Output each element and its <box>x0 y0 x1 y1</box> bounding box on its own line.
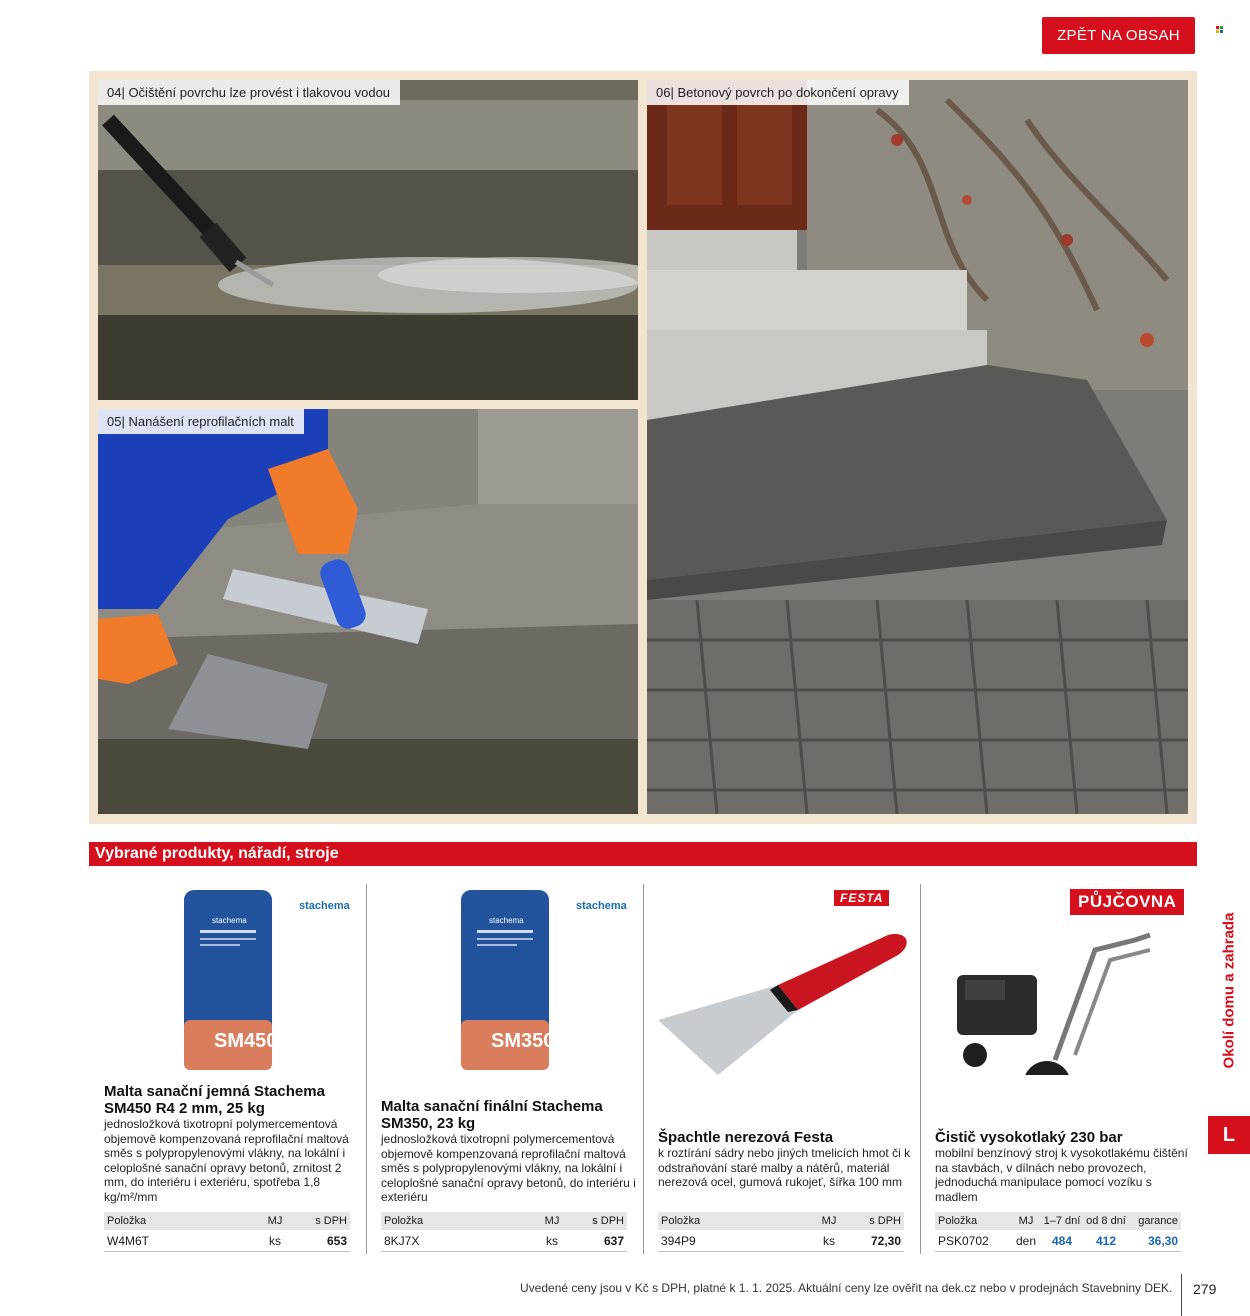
column-divider <box>920 884 921 1254</box>
product-description: mobilní benzínový stroj k vysokotlakému čištění na stavbách, v dílnách nebo provozech, jednoduchá manipulace pomocí vozíku s madlem <box>935 1146 1188 1204</box>
photo-06-caption: 06| Betonový povrch po dokončení opravy <box>647 80 909 105</box>
page-divider <box>1181 1274 1182 1316</box>
bag-label-text: SM450 <box>214 1030 278 1052</box>
product-card-sm350 <box>381 880 643 1260</box>
photo-05-applying-mortar <box>98 409 638 814</box>
product-description: jednosložková tixotropní polymercementová objemově kompenzovaná reprofilační maltová směs s polypropylenovými vlákny, na lokální i celoplošné sanační opravy betonů, zrnitost 2 mm, do interiéru i exteriéru, spotřeba 1,8 kg/m²/mm <box>104 1117 349 1204</box>
logo-dots-icon <box>1216 26 1226 34</box>
product-title: Čistič vysokotlaký 230 bar <box>935 1129 1123 1146</box>
table-row: 394P9 ks 72,30 <box>658 1230 904 1252</box>
product-title: Malta sanační finální Stachema SM350, 23 kg <box>381 1098 603 1132</box>
section-title: Vybrané produkty, nářadí, stroje <box>89 842 1197 866</box>
column-divider <box>643 884 644 1254</box>
product-card-sm450 <box>104 880 366 1260</box>
price-table: Položka MJ s DPH W4M6T ks 653 <box>104 1212 350 1252</box>
photo-04-cleaning <box>98 80 638 400</box>
back-to-contents-button[interactable]: ZPĚT NA OBSAH <box>1042 17 1195 54</box>
bag-brand-text: stachema <box>212 916 247 925</box>
product-title: Špachtle nerezová Festa <box>658 1129 834 1146</box>
photo-06-finished-surface <box>647 80 1188 814</box>
stachema-logo: stachema <box>299 900 350 912</box>
product-card-pressure-washer <box>935 880 1197 1260</box>
product-image-spatula <box>658 880 920 1075</box>
stachema-logo: stachema <box>576 900 627 912</box>
price-table: Položka MJ s DPH 394P9 ks 72,30 <box>658 1212 904 1252</box>
photo-panel <box>89 71 1197 824</box>
rental-badge: PŮJČOVNA <box>1070 889 1184 915</box>
page-number: 279 <box>1193 1281 1217 1297</box>
price-table: Položka MJ 1–7 dní od 8 dní garance PSK0702 den 484 412 36,30 <box>935 1212 1181 1252</box>
bag-label-text: SM350 <box>491 1030 555 1052</box>
product-card-spatula <box>658 880 920 1260</box>
price-table: Položka MJ s DPH 8KJ7X ks 637 <box>381 1212 627 1252</box>
product-description: k roztírání sádry nebo jiných tmelicích hmot či k odstraňování staré malby a nátěrů, materiál nerezová ocel, gumová rukojeť, šířka 100 mm <box>658 1146 911 1190</box>
price-footnote: Uvedené ceny jsou v Kč s DPH, platné k 1. 1. 2025. Aktuální ceny lze ověřit na dek.cz nebo v prodejnách Stavebniny DEK. <box>520 1281 1173 1295</box>
festa-logo: FESTA <box>834 890 889 906</box>
table-row: PSK0702 den 484 412 36,30 <box>935 1230 1181 1252</box>
photo-04-caption: 04| Očištění povrchu lze provést i tlakovou vodou <box>98 80 400 105</box>
table-row: W4M6T ks 653 <box>104 1230 350 1252</box>
chapter-side-label: Okolí domu a zahrada <box>1220 912 1238 1068</box>
product-title: Malta sanační jemná Stachema SM450 R4 2 mm, 25 kg <box>104 1083 325 1117</box>
table-row: 8KJ7X ks 637 <box>381 1230 627 1252</box>
chapter-letter-badge: L <box>1208 1116 1250 1154</box>
bag-brand-text: stachema <box>489 916 524 925</box>
column-divider <box>366 884 367 1254</box>
photo-05-caption: 05| Nanášení reprofilačních malt <box>98 409 304 434</box>
product-description: jednosložková tixotropní polymercementová objemově kompenzovaná reprofilační maltová směs s polypropylenovými vlákny, na lokální i celoplošné sanační opravy betonů, do interiéru i exteriéru <box>381 1132 636 1205</box>
